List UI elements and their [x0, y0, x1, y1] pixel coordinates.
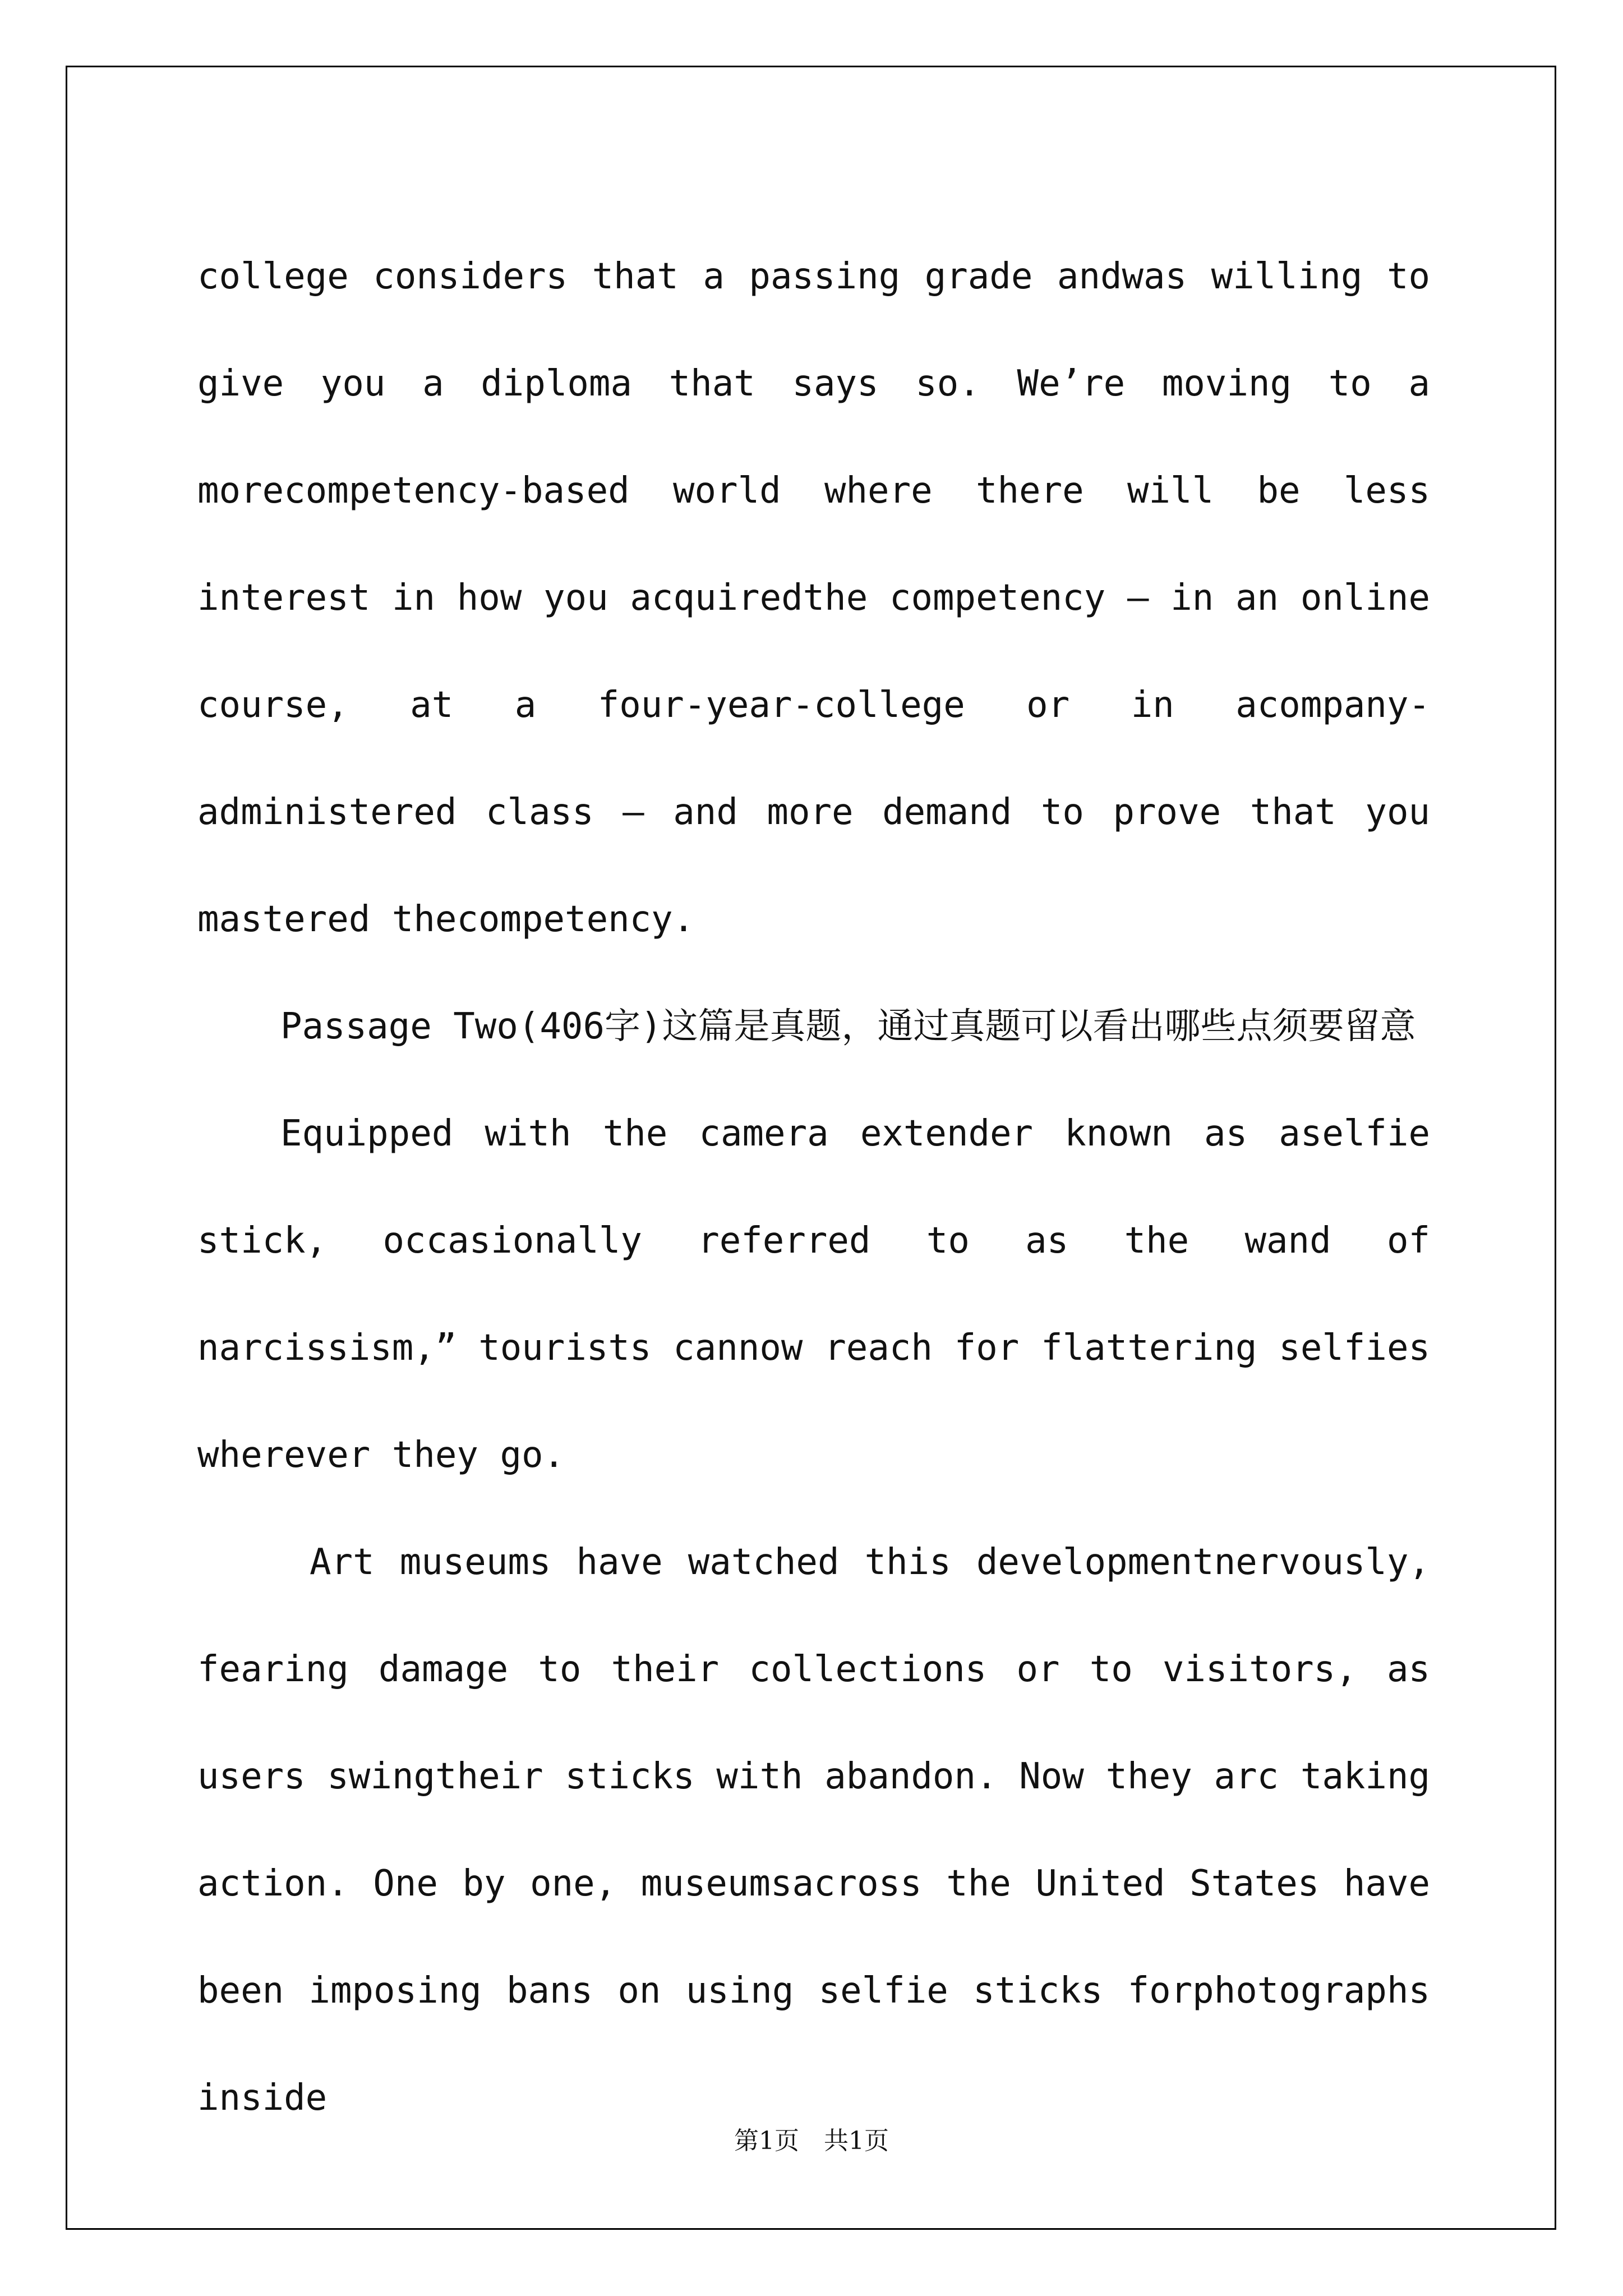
paragraph-selfie-stick: Equipped with the camera extender known as aselfie stick, occasionally referred to as the wand of narcissism,” tourists cannow reach for flattering selfies wherever they go.	[197, 1113, 1430, 1476]
passage-two-heading: Passage Two(406字)这篇是真题，通过真题可以看出哪些点须要留意	[280, 1006, 1416, 1047]
page-number-footer: 第1页 共1页	[734, 2127, 889, 2155]
document-body	[197, 223, 1430, 2152]
paragraph-competency: college considers that a passing grade andwas willing to give you a diploma that says so. We’re moving to a morecompetency-based world where there will be less interest in how you acquiredthe competency — in an online course, at a four-year-college or in acompany-administered class — and more demand to prove that you mastered thecompetency.	[197, 256, 1430, 940]
paragraph-art-museums: Art museums have watched this developmentnervously, fearing damage to their collections or to visitors, as users swingtheir sticks with abandon. Now they arc taking action. One by one, museumsacross the United States have been imposing bans on using selfie sticks forphotographs inside	[197, 1542, 1430, 2119]
